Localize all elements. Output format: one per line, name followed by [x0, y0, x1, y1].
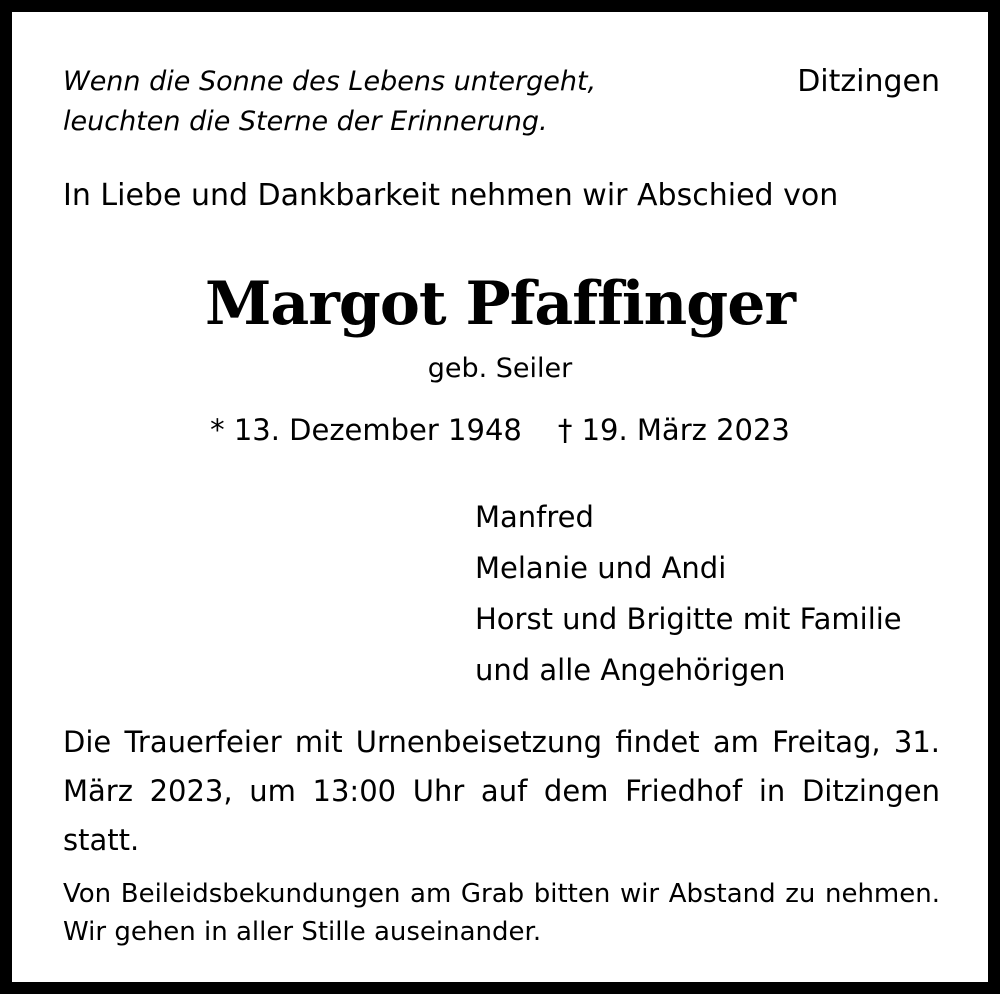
- mourner-item: Horst und Brigitte mit Familie: [475, 602, 902, 636]
- mourners-list: [475, 492, 902, 696]
- ceremony-text: Die Trauerfeier mit Urnenbeisetzung findet am Freitag, 31. März 2023, um 13:00 Uhr auf dem Friedhof in Ditzingen statt.: [63, 725, 940, 857]
- intro-text: In Liebe und Dankbarkeit nehmen wir Abschied von: [63, 178, 839, 213]
- death-date: † 19. März 2023: [557, 413, 790, 447]
- motto-quote: [63, 62, 596, 142]
- place-name: Ditzingen: [797, 64, 940, 99]
- birth-date: * 13. Dezember 1948: [210, 413, 522, 447]
- deceased-name: Margot Pfaffinger: [204, 269, 796, 339]
- mourner-item: und alle Angehörigen: [475, 653, 786, 687]
- condolence-note: Von Beileidsbekundungen am Grab bitten wir Abstand zu nehmen. Wir gehen in aller Stille auseinander.: [63, 879, 940, 947]
- birth-name: geb. Seiler: [427, 353, 573, 384]
- life-dates: [12, 409, 988, 451]
- motto-line-1: Wenn die Sonne des Lebens untergeht,: [63, 66, 597, 97]
- mourner-item: Melanie und Andi: [475, 551, 727, 585]
- motto-line-2: leuchten die Sterne der Erinnerung.: [63, 106, 548, 137]
- mourner-item: Manfred: [475, 500, 594, 534]
